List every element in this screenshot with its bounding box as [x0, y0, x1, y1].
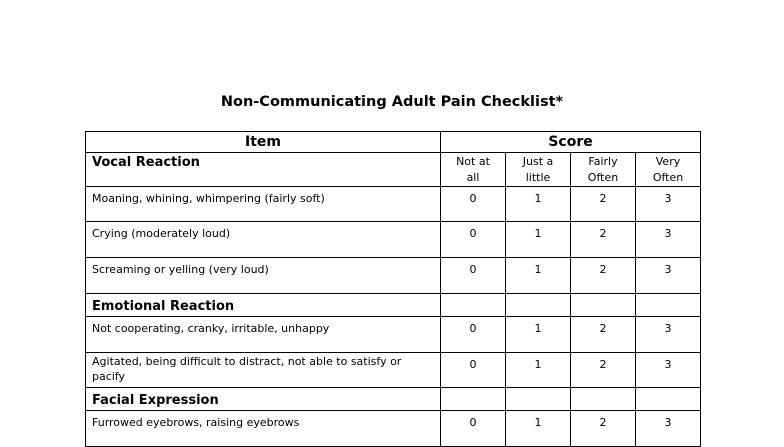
score-cell: 2: [571, 317, 636, 353]
item-text: Not cooperating, cranky, irritable, unhappy: [86, 317, 441, 353]
score-cell: 0: [441, 187, 506, 222]
section-heading-emotional-reaction: Emotional Reaction: [86, 294, 441, 317]
score-cell: 1: [506, 222, 571, 258]
checklist-title: Non-Communicating Adult Pain Checklist*: [220, 94, 564, 110]
table-row: [86, 258, 701, 294]
score-cell: 0: [441, 353, 506, 388]
score-cell: 3: [636, 353, 701, 388]
score-cell: 0: [441, 411, 506, 447]
score-cell: 2: [571, 411, 636, 447]
item-text: Moaning, whining, whimpering (fairly soft): [86, 187, 441, 222]
score-label-fairly-often: Fairly Often: [571, 153, 636, 187]
empty-cell: [571, 294, 636, 317]
score-cell: 2: [571, 187, 636, 222]
empty-cell: [636, 294, 701, 317]
item-text: Agitated, being difficult to distract, not able to satisfy or pacify: [86, 353, 441, 388]
table-header-row: [86, 132, 701, 153]
section-row: [86, 294, 701, 317]
score-label-not-at-all: Not at all: [441, 153, 506, 187]
item-text: Crying (moderately loud): [86, 222, 441, 258]
score-cell: 1: [506, 353, 571, 388]
score-cell: 3: [636, 317, 701, 353]
empty-cell: [441, 388, 506, 411]
table-row: [86, 353, 701, 388]
section-row: [86, 388, 701, 411]
score-cell: 1: [506, 317, 571, 353]
section-heading-vocal-reaction: Vocal Reaction: [86, 153, 441, 187]
table-row: [86, 187, 701, 222]
table-row: [86, 317, 701, 353]
empty-cell: [571, 388, 636, 411]
score-column-header: Score: [441, 132, 701, 153]
score-label-just-a-little: Just a little: [506, 153, 571, 187]
score-label-very-often: Very Often: [636, 153, 701, 187]
item-column-header: Item: [86, 132, 441, 153]
score-cell: 3: [636, 258, 701, 294]
score-cell: 0: [441, 222, 506, 258]
table-row: [86, 222, 701, 258]
table-row: [86, 411, 701, 447]
section-heading-facial-expression: Facial Expression: [86, 388, 441, 411]
score-cell: 1: [506, 411, 571, 447]
pain-checklist-table: [85, 131, 701, 447]
section-row: [86, 153, 701, 187]
score-cell: 2: [571, 222, 636, 258]
item-text: Screaming or yelling (very loud): [86, 258, 441, 294]
empty-cell: [506, 388, 571, 411]
empty-cell: [506, 294, 571, 317]
item-text: Furrowed eyebrows, raising eyebrows: [86, 411, 441, 447]
score-cell: 3: [636, 411, 701, 447]
score-cell: 1: [506, 187, 571, 222]
score-cell: 0: [441, 258, 506, 294]
empty-cell: [636, 388, 701, 411]
score-cell: 2: [571, 258, 636, 294]
score-cell: 0: [441, 317, 506, 353]
score-cell: 3: [636, 187, 701, 222]
score-cell: 1: [506, 258, 571, 294]
empty-cell: [441, 294, 506, 317]
score-cell: 3: [636, 222, 701, 258]
score-cell: 2: [571, 353, 636, 388]
